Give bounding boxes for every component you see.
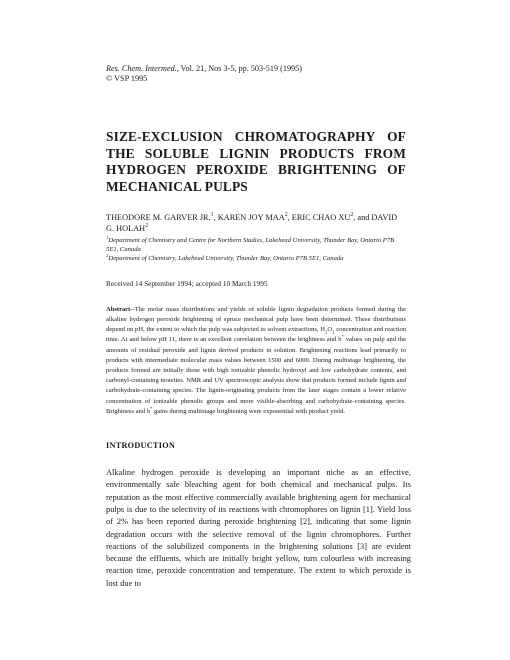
section-heading-introduction: INTRODUCTION — [106, 441, 176, 451]
abstract-label: Abstract — [106, 305, 131, 313]
author-list — [106, 213, 406, 233]
abstract-text: values on pulp and the amounts of residual peroxide and lignin derived products in solution. Brightening reactions lead primarily to products with intermediate molecular mass values between 1500 and 6000. During multistage brightening, the products formed are initially those with high ionizable phenolic hydroxyl and low carbohydrate contents, and carbonyl-containing moieties. NMR and UV spectroscopic analysis show that products formed include lignin and carbohydrate-containing species. The lignin-originating products from the later stages contain a lower relative concentration of ionizable phenolic groups and more visible-absorbing and carbohydrate-containing species. Brightness and b — [106, 336, 406, 415]
author-affil-mark: 1 — [210, 212, 214, 219]
abstract-text: --The molar mass distributions and yields of soluble lignin degradation products formed during the alkaline hydrogen peroxide brightening of spruce mechanical pulp have been determined. These distributions depend on pH, the extent to which the pulp was subjected to solvent extractions, H — [106, 305, 406, 334]
author-affil-mark: 2 — [145, 222, 149, 229]
journal-citation — [106, 64, 455, 74]
author-affil-mark: 2 — [284, 212, 288, 219]
introduction-paragraph: Alkaline hydrogen peroxide is developing an important niche as an effective, environmentally safe bleaching agent for both chemical and mechanical pulps. Its reputation as the most effective commercially available brightening agent for mechanical pulps is due to the selectivity of its reactions with chromophores on lignin [1]. Yield loss of 2% has been reported during peroxide brightening [2], indicating that some lignin degradation occurs with the selective removal of the lignin chromophores. Further reactions of the solubilized components in the brightening solutions [3] are evident because the effluents, which are initially bright yellow, turn colourless with increasing reaction time, peroxide concentration and temperature. The extent to which peroxide is lost due to — [106, 468, 411, 588]
subscript: 2 — [332, 329, 335, 335]
author-name: THEODORE M. GARVER JR. — [106, 213, 211, 223]
abstract-text: gains during multistage brightening were exponential with product yield. — [152, 407, 346, 415]
affiliation-1 — [106, 236, 406, 254]
subscript: 2 — [325, 329, 328, 335]
affiliation-text: Department of Chemistry and Centre for Northern Studies, Lakehead University, Thunder Bay, Ontario P7B 5E1, Canada — [106, 236, 395, 253]
author-name: , KAREN JOY MAA — [213, 213, 285, 223]
abstract-text: O — [327, 326, 333, 334]
journal-name: Res. Chem. Intermed. — [106, 64, 177, 73]
abstract — [106, 305, 406, 417]
author-affil-mark: 2 — [350, 212, 354, 219]
affiliation-text: Department of Chemistry, Lakehead University, Thunder Bay, Ontario P7B 5E1, Canada — [108, 254, 344, 262]
abstract-text: concentration and reaction time. At and below pH 11, there is an excellent correlation between the brightness and b — [106, 326, 406, 344]
paper-title: SIZE-EXCLUSION CHROMATOGRAPHY OF THE SOLUBLE LIGNIN PRODUCTS FROM HYDROGEN PEROXIDE BRIGHTENING OF MECHANICAL PULPS — [106, 129, 406, 194]
volume-pages: , Vol. 21, Nos 3-5, pp. 503-519 (1995) — [176, 64, 302, 73]
affiliation-mark: 1 — [106, 234, 109, 240]
affiliation-2 — [106, 254, 406, 263]
author-name: , and DAVID G. HOLAH — [106, 213, 398, 233]
author-name: , ERIC CHAO XU — [287, 213, 351, 223]
superscript: * — [341, 334, 344, 340]
superscript: * — [150, 405, 153, 411]
received-dates: Received 14 September 1994; accepted 10 March 1995 — [106, 278, 268, 288]
copyright-line: © VSP 1995 — [106, 74, 148, 83]
affiliation-mark: 2 — [106, 252, 109, 258]
